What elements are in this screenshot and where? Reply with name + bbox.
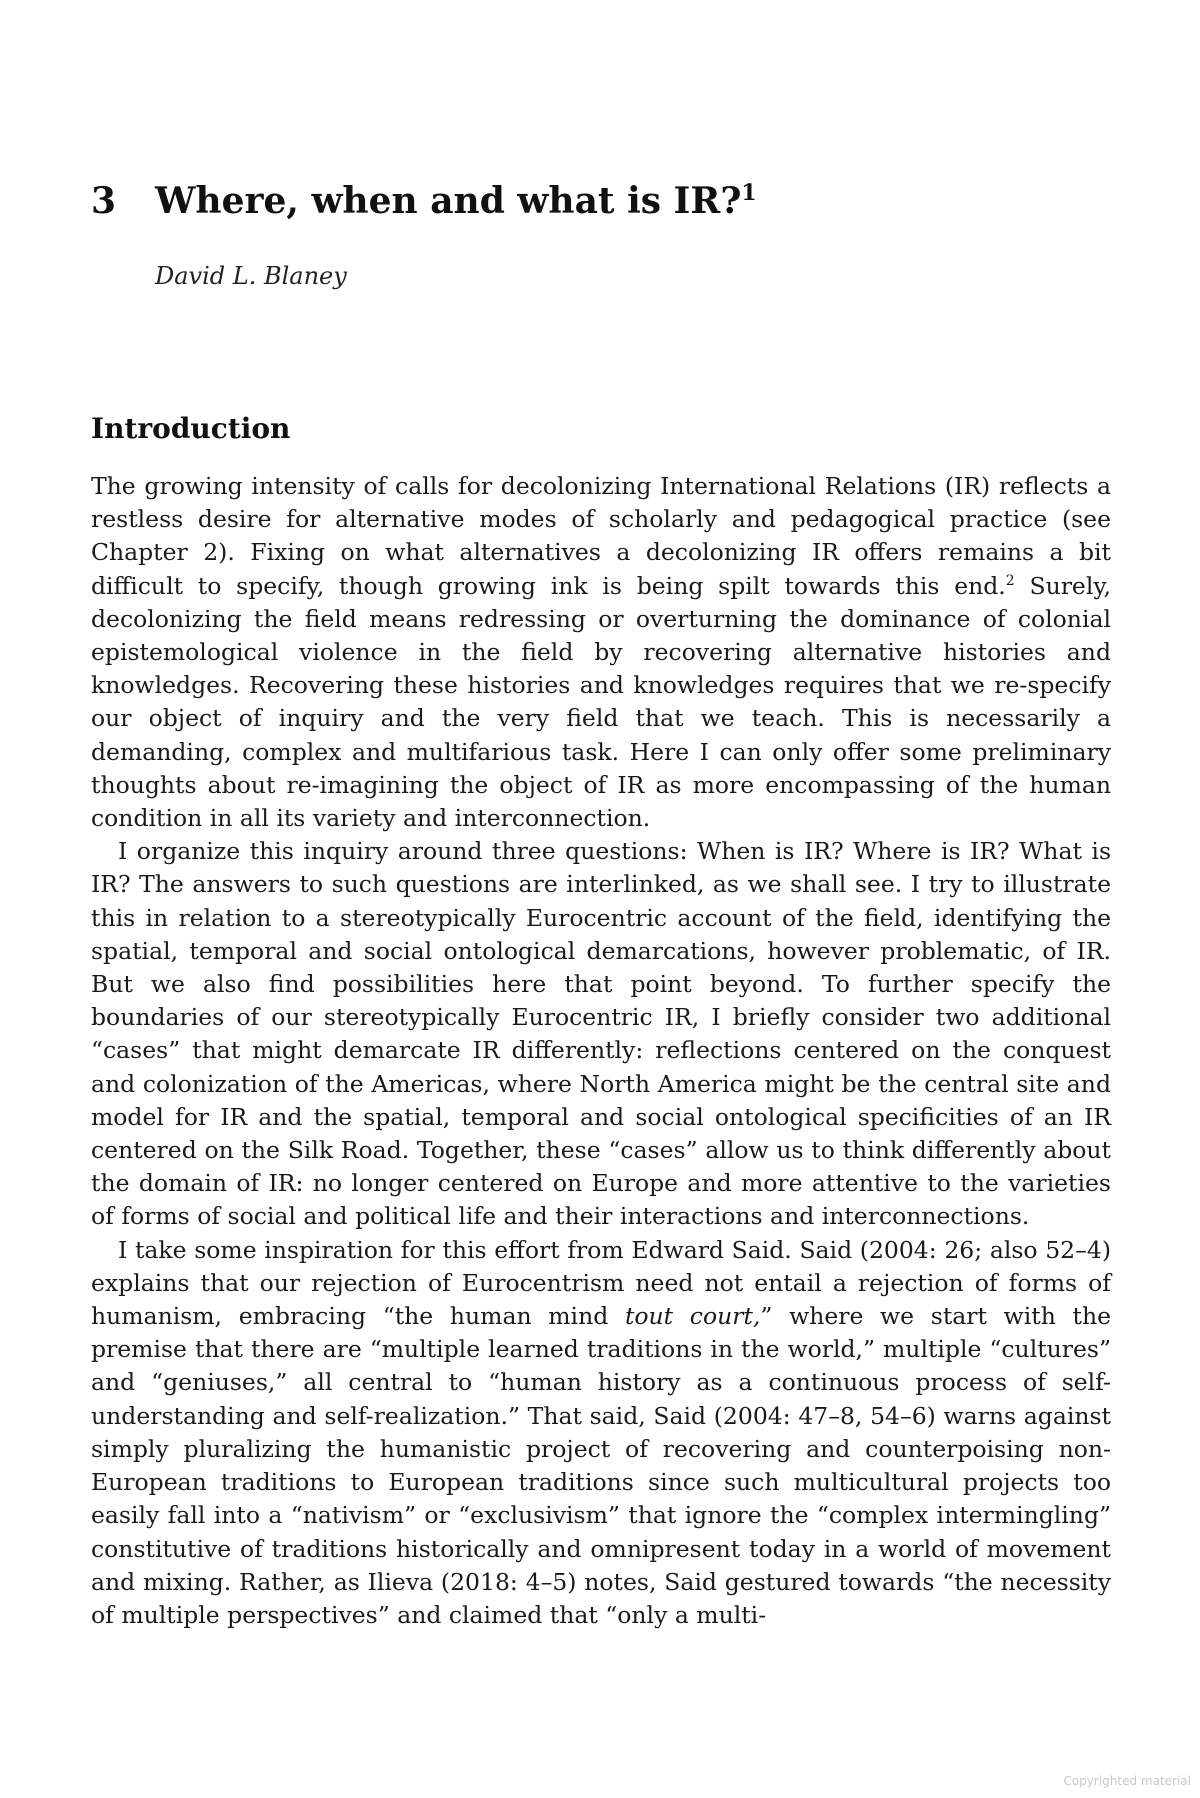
chapter-title [155,180,757,222]
paragraph-2: I organize this inquiry around three questions: When is IR? Where is IR? What is IR? The answers to such questions are interlinked, as we shall see. I try to illustrate this in relation to a stereotypically Eurocentric account of the field, identifying the spatial, temporal and social ontological demarcations, however problematic, of IR. But we also find possibilities here that point beyond. To further specify the boundaries of our stereotypically Eurocentric IR, I briefly consider two additional “cases” that might demarcate IR differently: reflections centered on the conquest and colonization of the Americas, where North America might be the central site and model for IR and the spatial, temporal and social ontological specificities of an IR centered on the Silk Road. Together, these “cases” allow us to think differently about the domain of IR: no longer centered on Europe and more attentive to the varieties of forms of social and political life and their interactions and interconnections. [91,837,1111,1231]
chapter-title-text: Where, when and what is IR? [155,180,742,222]
paragraph-1-part-1: The growing intensity of calls for decolonizing International Relations (IR) reflects a restless desire for alternative modes of scholarly and pedagogical practice (see Chapter 2). Fixing on what alternatives a decolonizing IR offers remains a bit difficult to specify, though growing ink is being spilt towards this end. [91,472,1111,600]
paragraph-1-part-2: Surely, decolonizing the field means redressing or overturning the dominance of colonial epistemological violence in the field by recovering alternative histories and knowledges. Recovering these histories and knowledges requires that we re-specify our object of inquiry and the very field that we teach. This is necessarily a demanding, complex and multifarious task. Here I can only offer some preliminary thoughts about re-imagining the object of IR as more encompassing of the human condition in all its variety and interconnection. [91,571,1111,833]
chapter-author: David L. Blaney [155,262,347,290]
chapter-title-note-marker[interactable]: 1 [741,180,757,206]
copyright-watermark: Copyrighted material [1063,1774,1191,1788]
body-text [91,470,1111,1632]
paragraph-3-part-1: I take some inspiration for this effort from Edward Said. Said (2004: 26; also 52–4) explains that our rejection of Eurocentrism need not entail a rejection of forms of humanism, embracing “the human mind [91,1235,1111,1331]
paragraph-3-italic-phrase: tout court, [624,1302,761,1331]
footnote-marker[interactable]: 2 [1005,572,1015,589]
section-heading: Introduction [91,412,291,445]
chapter-heading [91,180,757,222]
paragraph-1 [91,470,1111,835]
paragraph-3 [91,1234,1111,1632]
paragraph-3-part-2: ” where we start with the premise that there are “multiple learned traditions in the world,” multiple “cultures” and “geniuses,” all central to “human history as a continuous process of self-understanding and self-realization.” That said, Said (2004: 47–8, 54–6) warns against simply pluralizing the humanistic project of recovering and counterpoising non-European traditions to European traditions since such multicultural projects too easily fall into a “nativism” or “exclusivism” that ignore the “complex intermingling” constitutive of traditions historically and omnipresent today in a world of movement and mixing. Rather, as Ilieva (2018: 4–5) notes, Said gestured towards “the necessity of multiple perspectives” and claimed that “only a multi- [91,1302,1112,1629]
chapter-number: 3 [91,180,117,222]
